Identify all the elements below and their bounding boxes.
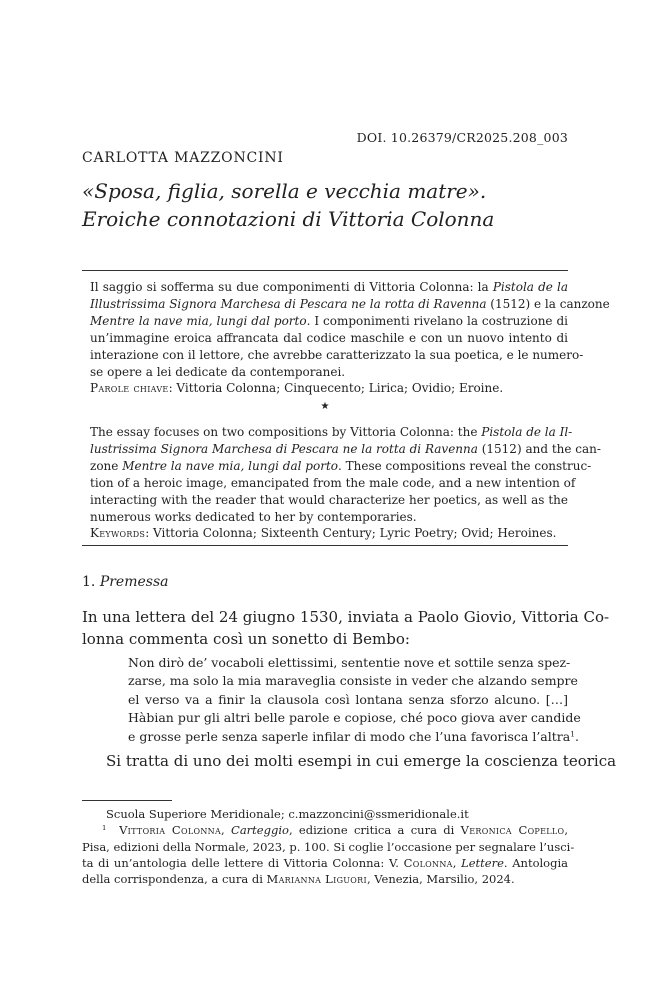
separator-star: ★ <box>320 401 330 412</box>
block-quote <box>128 654 581 746</box>
abstract-top-rule <box>82 270 568 271</box>
footnote-1-line: ta di un’antologia delle lettere di Vittoria Colonna: V. Colonna, Lettere. Antologia <box>82 855 568 870</box>
abstract-line: Illustrissima Signora Marchesa di Pescara ne la rotta di Ravenna (1512) e la canzone <box>90 296 610 311</box>
article-title <box>82 177 582 233</box>
quote-line: e grosse perle senza saperle infilar di modo che l’una favorisca l’altra$^1$. <box>128 728 579 744</box>
doi: DOI. 10.26379/CR2025.208_003 <box>356 130 568 145</box>
quote-line: zarse, ma solo la mia maraveglia consiste in veder che alzando sempre <box>128 673 578 689</box>
footnote-1-line: Pisa, edizioni della Normale, 2023, p. 100. Si coglie l’occasione per segnalare l’usci- <box>82 839 575 854</box>
footnote-rule <box>82 800 172 801</box>
quote-line: el verso va a finir la clausola così lontana senza sforzo alcuno. […] <box>128 691 568 707</box>
body-paragraph-1 <box>82 606 610 650</box>
abstract-italian <box>90 279 610 397</box>
abstract-line: un’immagine eroica affrancata dal codice maschile e con un nuovo intento di <box>90 330 568 345</box>
footnote-1-line: $^1$ Vittoria Colonna, Carteggio, edizione critica a cura di Veronica Copello, <box>102 823 568 838</box>
title-line-1: «Sposa, figlia, sorella e vecchia matre». <box>82 179 487 203</box>
quote-line: Hàbian pur gli altri belle parole e copiose, ché poco giova aver candide <box>128 710 581 726</box>
abstract-line: tion of a heroic image, emancipated from the male code, and a new intention of <box>90 475 576 490</box>
footnotes <box>82 806 575 887</box>
abstract-english <box>90 424 601 542</box>
title-line-2: Eroiche connotazioni di Vittoria Colonna <box>82 207 495 231</box>
footnote-ref[interactable]: 1 <box>570 729 575 739</box>
quote-line: Non dirò de’ vocaboli elettissimi, sententie nove et sottile senza spez- <box>128 655 571 670</box>
abstract-line: zone Mentre la nave mia, lungi dal porto. These compositions reveal the construc- <box>90 458 592 473</box>
abstract-line: Il saggio si sofferma su due componimenti di Vittoria Colonna: la Pistola de la <box>90 280 569 294</box>
footnote-1-line: della corrispondenza, a cura di Marianna Liguori, Venezia, Marsilio, 2024. <box>82 872 515 887</box>
abstract-line: numerous works dedicated to her by contemporaries. <box>90 509 417 524</box>
abstract-line: Mentre la nave mia, lungi dal porto. I componimenti rivelano la costruzione di <box>90 313 568 328</box>
abstract-line: The essay focuses on two compositions by Vittoria Colonna: the Pistola de la Il- <box>90 425 573 439</box>
keywords-english: Keywords: Vittoria Colonna; Sixteenth Century; Lyric Poetry; Ovid; Heroines. <box>90 526 557 541</box>
keywords-italian: Parole chiave: Vittoria Colonna; Cinquecento; Lirica; Ovidio; Eroine. <box>90 381 504 396</box>
abstract-line: se opere a lei dedicate da contemporanei. <box>90 364 346 379</box>
abstract-line: lustrissima Signora Marchesa di Pescara ne la rotta di Ravenna (1512) and the can- <box>90 441 601 456</box>
abstract-line: interacting with the reader that would characterize her poetics, as well as the <box>90 492 568 507</box>
abstract-line: interazione con il lettore, che avrebbe caratterizzato la sua poetica, e le numero- <box>90 347 584 362</box>
author-affiliation: Scuola Superiore Meridionale; c.mazzoncini@ssmeridionale.it <box>106 807 469 821</box>
section-heading: 1. Premessa <box>82 574 169 590</box>
body-line: lonna commenta così un sonetto di Bembo: <box>82 630 410 648</box>
body-line: Si tratta di uno dei molti esempi in cui emerge la coscienza teorica <box>106 752 617 770</box>
body-line: In una lettera del 24 giugno 1530, inviata a Paolo Giovio, Vittoria Co- <box>82 608 610 626</box>
body-paragraph-2 <box>82 750 617 772</box>
author-name: CARLOTTA MAZZONCINI <box>82 150 284 166</box>
abstract-bottom-rule <box>82 545 568 546</box>
